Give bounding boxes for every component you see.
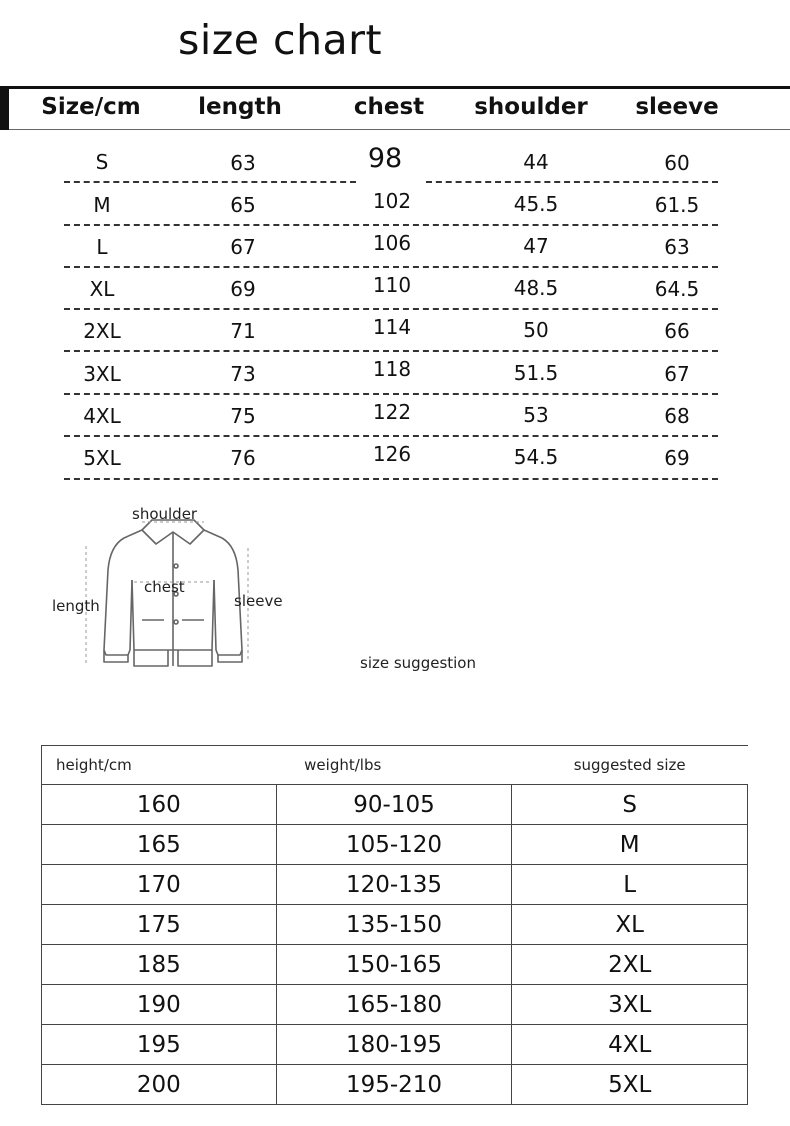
cell-length: 76 bbox=[230, 446, 256, 470]
page-title: size chart bbox=[178, 16, 383, 64]
weight-cell: 195-210 bbox=[276, 1065, 512, 1105]
cell-sleeve: 69 bbox=[664, 446, 690, 470]
cell-sleeve: 66 bbox=[664, 319, 690, 343]
table-row bbox=[42, 1065, 748, 1105]
diagram-sleeve-label: sleeve bbox=[234, 592, 283, 610]
row-divider bbox=[64, 393, 718, 395]
cell-length: 75 bbox=[230, 404, 256, 428]
cell-shoulder: 48.5 bbox=[513, 276, 559, 300]
table-row bbox=[42, 785, 748, 825]
height-cell: 175 bbox=[42, 905, 277, 945]
table-row bbox=[42, 1025, 748, 1065]
header-top-rule bbox=[0, 86, 790, 89]
row-divider bbox=[64, 224, 718, 226]
size-cell: S bbox=[512, 785, 748, 825]
cell-size: L bbox=[96, 235, 108, 259]
row-divider bbox=[64, 266, 718, 268]
weight-cell: 180-195 bbox=[276, 1025, 512, 1065]
table-row bbox=[42, 865, 748, 905]
cell-size: XL bbox=[89, 277, 115, 301]
diagram-length-label: length bbox=[52, 597, 100, 615]
cell-chest: 126 bbox=[372, 442, 412, 466]
row-divider bbox=[426, 181, 718, 183]
diagram-shoulder-label: shoulder bbox=[132, 505, 198, 523]
row-divider bbox=[64, 478, 718, 480]
cell-shoulder: 47 bbox=[523, 234, 549, 258]
header-chest: chest bbox=[353, 94, 425, 120]
header-height: height/cm bbox=[42, 746, 277, 785]
cell-length: 67 bbox=[230, 235, 256, 259]
header-length: length bbox=[198, 94, 282, 120]
cell-chest: 106 bbox=[372, 231, 412, 255]
cell-chest: 110 bbox=[372, 273, 412, 297]
size-suggestion-table bbox=[41, 745, 748, 1105]
table-row bbox=[42, 985, 748, 1025]
suggestion-header-row bbox=[42, 746, 748, 785]
cell-length: 65 bbox=[230, 193, 256, 217]
cell-chest: 118 bbox=[372, 357, 412, 381]
cell-shoulder: 44 bbox=[523, 150, 549, 174]
header-shoulder: shoulder bbox=[474, 94, 588, 120]
cell-size: 3XL bbox=[83, 362, 121, 386]
table-row bbox=[42, 945, 748, 985]
cell-size: 2XL bbox=[83, 319, 121, 343]
weight-cell: 90-105 bbox=[276, 785, 512, 825]
weight-cell: 165-180 bbox=[276, 985, 512, 1025]
cell-size: 4XL bbox=[83, 404, 121, 428]
cell-shoulder: 53 bbox=[523, 403, 549, 427]
cell-size: 5XL bbox=[83, 446, 121, 470]
height-cell: 185 bbox=[42, 945, 277, 985]
size-suggestion-title: size suggestion bbox=[360, 654, 476, 672]
cell-shoulder: 54.5 bbox=[513, 445, 559, 469]
weight-cell: 150-165 bbox=[276, 945, 512, 985]
height-cell: 190 bbox=[42, 985, 277, 1025]
cell-chest: 98 bbox=[367, 143, 403, 174]
size-cell: 4XL bbox=[512, 1025, 748, 1065]
cell-sleeve: 68 bbox=[664, 404, 690, 428]
row-divider bbox=[64, 350, 718, 352]
size-cell: M bbox=[512, 825, 748, 865]
header-bottom-rule bbox=[0, 129, 790, 130]
height-cell: 160 bbox=[42, 785, 277, 825]
header-size: Size/cm bbox=[41, 94, 141, 120]
size-cell: 3XL bbox=[512, 985, 748, 1025]
row-divider bbox=[64, 181, 356, 183]
row-divider bbox=[64, 435, 718, 437]
height-cell: 195 bbox=[42, 1025, 277, 1065]
size-cell: 5XL bbox=[512, 1065, 748, 1105]
weight-cell: 105-120 bbox=[276, 825, 512, 865]
cell-sleeve: 61.5 bbox=[654, 193, 700, 217]
header-weight: weight/lbs bbox=[276, 746, 512, 785]
weight-cell: 135-150 bbox=[276, 905, 512, 945]
size-cell: L bbox=[512, 865, 748, 905]
header-sleeve: sleeve bbox=[635, 94, 719, 120]
cell-shoulder: 50 bbox=[523, 318, 549, 342]
cell-length: 63 bbox=[230, 151, 256, 175]
cell-shoulder: 51.5 bbox=[513, 361, 559, 385]
cell-length: 73 bbox=[230, 362, 256, 386]
cell-size: M bbox=[93, 193, 111, 217]
header-left-bar bbox=[0, 86, 9, 130]
table-row bbox=[42, 905, 748, 945]
height-cell: 165 bbox=[42, 825, 277, 865]
height-cell: 170 bbox=[42, 865, 277, 905]
table-row bbox=[42, 825, 748, 865]
cell-shoulder: 45.5 bbox=[513, 192, 559, 216]
row-divider bbox=[64, 308, 718, 310]
size-cell: 2XL bbox=[512, 945, 748, 985]
cell-chest: 102 bbox=[372, 189, 412, 213]
cell-length: 69 bbox=[230, 277, 256, 301]
size-cell: XL bbox=[512, 905, 748, 945]
cell-chest: 122 bbox=[372, 400, 412, 424]
cell-sleeve: 60 bbox=[664, 151, 690, 175]
height-cell: 200 bbox=[42, 1065, 277, 1105]
weight-cell: 120-135 bbox=[276, 865, 512, 905]
cell-sleeve: 63 bbox=[664, 235, 690, 259]
cell-sleeve: 67 bbox=[664, 362, 690, 386]
cell-length: 71 bbox=[230, 319, 256, 343]
cell-sleeve: 64.5 bbox=[654, 277, 700, 301]
header-suggested-size: suggested size bbox=[512, 746, 748, 785]
cell-chest: 114 bbox=[372, 315, 412, 339]
diagram-chest-label: chest bbox=[144, 578, 185, 596]
cell-size: S bbox=[95, 150, 109, 174]
